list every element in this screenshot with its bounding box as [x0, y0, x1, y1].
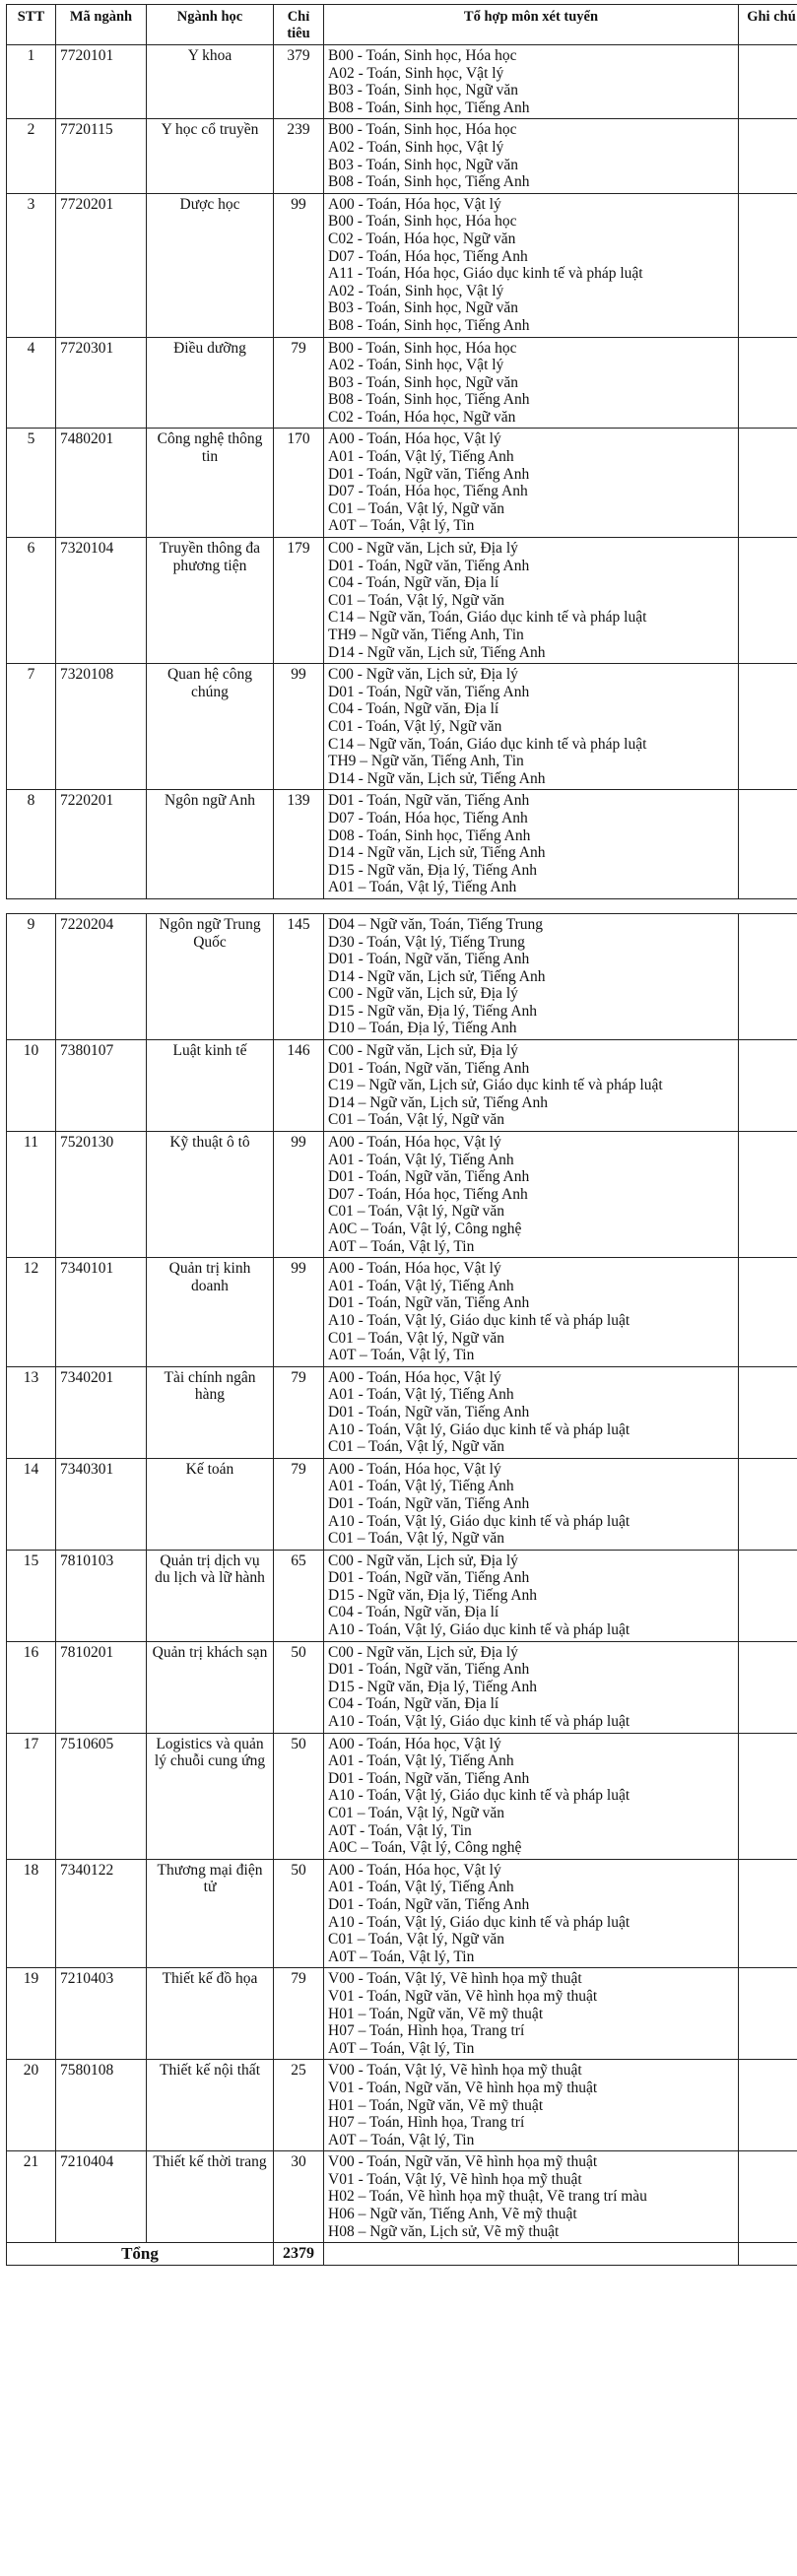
combo-item: B03 - Toán, Sinh học, Ngữ văn [328, 156, 519, 173]
combo-item: D01 - Toán, Ngữ văn, Tiếng Anh [328, 951, 530, 968]
row-note [739, 45, 797, 119]
combo-item: C01 – Toán, Vật lý, Ngữ văn [328, 1111, 504, 1129]
row-quota: 145 [274, 913, 324, 1039]
combo-item: A00 - Toán, Hóa học, Vật lý [328, 1368, 501, 1386]
combo-item: D08 - Toán, Sinh học, Tiếng Anh [328, 826, 531, 844]
row-code: 7810103 [56, 1550, 147, 1641]
row-name: Điều dưỡng [147, 337, 274, 429]
row-note [739, 1859, 797, 1968]
combo-item: A02 - Toán, Sinh học, Vật lý [328, 282, 504, 299]
combo-item: D04 – Ngữ văn, Toán, Tiếng Trung [328, 915, 544, 933]
row-code: 7720201 [56, 193, 147, 337]
row-note [739, 429, 797, 538]
header-name: Ngành học [147, 5, 274, 45]
row-name: Logistics và quản lý chuỗi cung ứng [147, 1733, 274, 1859]
combo-item: D15 - Ngữ văn, Địa lý, Tiếng Anh [328, 861, 538, 879]
row-name: Kỹ thuật ô tô [147, 1132, 274, 1258]
row-stt: 19 [7, 1968, 56, 2060]
admission-table [6, 4, 797, 2266]
row-combos [324, 1859, 739, 1968]
row-name: Thiết kế thời trang [147, 2151, 274, 2243]
combo-item: H01 – Toán, Ngữ văn, Vẽ mỹ thuật [328, 2005, 544, 2022]
row-combos [324, 913, 739, 1039]
row-quota: 65 [274, 1550, 324, 1641]
row-name: Thương mại điện tử [147, 1859, 274, 1968]
row-code: 7210404 [56, 2151, 147, 2243]
combo-item: B00 - Toán, Sinh học, Hóa học [328, 213, 517, 231]
row-stt: 13 [7, 1366, 56, 1458]
combo-item: A0T – Toán, Vật lý, Tin [328, 1237, 475, 1255]
row-name: Tài chính ngân hàng [147, 1366, 274, 1458]
combo-item: A0C – Toán, Vật lý, Công nghệ [328, 1839, 522, 1857]
combo-item: H02 – Toán, Vẽ hình họa mỹ thuật, Vẽ trang trí màu [328, 2188, 647, 2206]
combo-item: V00 - Toán, Vật lý, Vẽ hình họa mỹ thuật [328, 2062, 582, 2080]
row-stt: 15 [7, 1550, 56, 1641]
header-combo: Tổ hợp môn xét tuyển [324, 5, 739, 45]
row-note [739, 119, 797, 193]
row-quota: 79 [274, 1458, 324, 1550]
combo-item: A01 - Toán, Vật lý, Tiếng Anh [328, 1386, 514, 1404]
row-code: 7720301 [56, 337, 147, 429]
combo-item: A10 - Toán, Vật lý, Giáo dục kinh tế và pháp luật [328, 1311, 631, 1329]
row-stt: 10 [7, 1040, 56, 1132]
row-combos [324, 538, 739, 664]
combo-item: C01 – Toán, Vật lý, Ngữ văn [328, 1203, 504, 1221]
combo-item: H01 – Toán, Ngữ văn, Vẽ mỹ thuật [328, 2096, 544, 2114]
row-name: Dược học [147, 193, 274, 337]
row-code: 7340101 [56, 1258, 147, 1367]
total-row [7, 2243, 797, 2266]
combo-item: C01 – Toán, Vật lý, Ngữ văn [328, 1805, 504, 1821]
row-name: Ngôn ngữ Trung Quốc [147, 913, 274, 1039]
row-combos [324, 1040, 739, 1132]
row-combos [324, 193, 739, 337]
row-name: Thiết kế đồ họa [147, 1968, 274, 2060]
combo-item: D01 - Toán, Ngữ văn, Tiếng Anh [328, 792, 530, 810]
table-row [7, 2151, 797, 2243]
header-note: Ghi chú [739, 5, 797, 45]
combo-item: D01 - Toán, Ngữ văn, Tiếng Anh [328, 683, 530, 700]
row-code: 7340301 [56, 1458, 147, 1550]
combo-item: D01 - Toán, Ngữ văn, Tiếng Anh [328, 1494, 530, 1512]
combo-item: D01 - Toán, Ngữ văn, Tiếng Anh [328, 1168, 530, 1186]
table-row [7, 1733, 797, 1859]
combo-item: D14 – Ngữ văn, Lịch sử, Tiếng Anh [328, 1093, 549, 1111]
table-row [7, 1040, 797, 1132]
combo-item: C02 - Toán, Hóa học, Ngữ văn [328, 230, 516, 247]
combo-item: C04 - Toán, Ngữ văn, Địa lí [328, 700, 499, 718]
combo-item: C00 - Ngữ văn, Lịch sử, Địa lý [328, 540, 518, 558]
combo-item: C01 – Toán, Vật lý, Ngữ văn [328, 499, 504, 517]
combo-item: C04 - Toán, Ngữ văn, Địa lí [328, 1604, 499, 1621]
row-note [739, 1733, 797, 1859]
row-note [739, 337, 797, 429]
combo-item: D07 - Toán, Hóa học, Tiếng Anh [328, 247, 528, 265]
table-row [7, 337, 797, 429]
row-combos [324, 1258, 739, 1367]
row-code: 7720101 [56, 45, 147, 119]
row-note [739, 2151, 797, 2243]
combo-item: C01 - Toán, Vật lý, Ngữ văn [328, 717, 502, 735]
combo-item: D01 - Toán, Ngữ văn, Tiếng Anh [328, 557, 530, 574]
combo-item: H08 – Ngữ văn, Lịch sử, Vẽ mỹ thuật [328, 2222, 560, 2240]
row-quota: 146 [274, 1040, 324, 1132]
table-row [7, 119, 797, 193]
row-combos [324, 790, 739, 899]
row-code: 7480201 [56, 429, 147, 538]
table-row [7, 1366, 797, 1458]
row-combos [324, 2151, 739, 2243]
combo-item: A01 - Toán, Vật lý, Tiếng Anh [328, 1752, 514, 1770]
combo-item: B00 - Toán, Sinh học, Hóa học [328, 121, 517, 139]
combo-item: A11 - Toán, Hóa học, Giáo dục kinh tế và pháp luật [328, 265, 643, 283]
combo-item: V00 - Toán, Ngữ văn, Vẽ hình họa mỹ thuật [328, 2153, 598, 2171]
row-quota: 170 [274, 429, 324, 538]
total-combo-empty [324, 2243, 739, 2266]
table-row [7, 429, 797, 538]
row-name: Ngôn ngữ Anh [147, 790, 274, 899]
combo-item: A01 - Toán, Vật lý, Tiếng Anh [328, 448, 514, 466]
combo-item: C02 - Toán, Hóa học, Ngữ văn [328, 408, 516, 426]
row-stt: 6 [7, 538, 56, 664]
combo-item: D07 - Toán, Hóa học, Tiếng Anh [328, 809, 528, 826]
combo-item: D01 - Toán, Ngữ văn, Tiếng Anh [328, 1769, 530, 1787]
row-quota: 99 [274, 1132, 324, 1258]
row-name: Luật kinh tế [147, 1040, 274, 1132]
combo-item: A00 - Toán, Hóa học, Vật lý [328, 1460, 501, 1478]
row-quota: 25 [274, 2060, 324, 2151]
combo-item: D01 - Toán, Ngữ văn, Tiếng Anh [328, 1059, 530, 1077]
row-quota: 50 [274, 1733, 324, 1859]
row-combos [324, 45, 739, 119]
row-code: 7380107 [56, 1040, 147, 1132]
combo-item: V00 - Toán, Vật lý, Vẽ hình họa mỹ thuật [328, 1970, 582, 1988]
combo-item: D01 - Toán, Ngữ văn, Tiếng Anh [328, 465, 530, 483]
row-quota: 99 [274, 193, 324, 337]
row-stt: 2 [7, 119, 56, 193]
table-row [7, 1550, 797, 1641]
header-code: Mã ngành [56, 5, 147, 45]
row-quota: 50 [274, 1641, 324, 1733]
combo-item: C00 - Ngữ văn, Lịch sử, Địa lý [328, 1042, 518, 1060]
combo-item: V01 - Toán, Ngữ văn, Vẽ hình họa mỹ thuật [328, 1987, 598, 2005]
combo-item: B03 - Toán, Sinh học, Ngữ văn [328, 299, 519, 317]
table-row [7, 538, 797, 664]
row-combos [324, 1458, 739, 1550]
combo-item: A01 - Toán, Vật lý, Tiếng Anh [328, 1478, 514, 1495]
row-stt: 5 [7, 429, 56, 538]
combo-item: A10 - Toán, Vật lý, Giáo dục kinh tế và pháp luật [328, 1621, 631, 1639]
combo-item: C01 – Toán, Vật lý, Ngữ văn [328, 1329, 504, 1347]
row-stt: 9 [7, 913, 56, 1039]
combo-item: D15 - Ngữ văn, Địa lý, Tiếng Anh [328, 1678, 538, 1695]
combo-item: A0T – Toán, Vật lý, Tin [328, 1347, 475, 1364]
header-stt: STT [7, 5, 56, 45]
combo-item: C00 - Ngữ văn, Lịch sử, Địa lý [328, 985, 518, 1003]
row-stt: 20 [7, 2060, 56, 2151]
row-combos [324, 119, 739, 193]
row-combos [324, 429, 739, 538]
row-combos [324, 1733, 739, 1859]
combo-item: D15 - Ngữ văn, Địa lý, Tiếng Anh [328, 1586, 538, 1604]
combo-item: A10 - Toán, Vật lý, Giáo dục kinh tế và pháp luật [328, 1512, 631, 1530]
row-combos [324, 1366, 739, 1458]
combo-item: A01 – Toán, Vật lý, Tiếng Anh [328, 879, 517, 896]
combo-item: D14 - Ngữ văn, Lịch sử, Tiếng Anh [328, 643, 546, 661]
combo-item: H07 – Toán, Hình họa, Trang trí [328, 2114, 525, 2132]
table-row [7, 193, 797, 337]
combo-item: C00 - Ngữ văn, Lịch sử, Địa lý [328, 666, 518, 684]
combo-item: A00 - Toán, Hóa học, Vật lý [328, 1134, 501, 1152]
row-code: 7220201 [56, 790, 147, 899]
combo-item: A10 - Toán, Vật lý, Giáo dục kinh tế và pháp luật [328, 1913, 631, 1931]
table-row [7, 45, 797, 119]
combo-item: H06 – Ngữ văn, Tiếng Anh, Vẽ mỹ thuật [328, 2206, 577, 2223]
total-label: Tổng [7, 2243, 274, 2266]
combo-item: C14 – Ngữ văn, Toán, Giáo dục kinh tế và pháp luật [328, 735, 647, 753]
row-note [739, 913, 797, 1039]
row-note [739, 1258, 797, 1367]
page-break-cell [7, 898, 797, 913]
combo-item: A00 - Toán, Hóa học, Vật lý [328, 430, 501, 448]
table-row [7, 1641, 797, 1733]
page-break-gap [7, 898, 797, 913]
combo-item: A0C – Toán, Vật lý, Công nghệ [328, 1221, 522, 1237]
row-stt: 4 [7, 337, 56, 429]
row-combos [324, 664, 739, 790]
combo-item: D14 - Ngữ văn, Lịch sử, Tiếng Anh [328, 769, 546, 787]
combo-item: C04 - Toán, Ngữ văn, Địa lí [328, 574, 499, 592]
row-quota: 99 [274, 664, 324, 790]
table-row [7, 1132, 797, 1258]
combo-item: A02 - Toán, Sinh học, Vật lý [328, 64, 504, 82]
combo-item: C00 - Ngữ văn, Lịch sử, Địa lý [328, 1552, 518, 1569]
row-code: 7320104 [56, 538, 147, 664]
header-row [7, 5, 797, 45]
row-quota: 79 [274, 337, 324, 429]
row-quota: 179 [274, 538, 324, 664]
row-stt: 3 [7, 193, 56, 337]
row-quota: 30 [274, 2151, 324, 2243]
row-code: 7210403 [56, 1968, 147, 2060]
combo-item: A10 - Toán, Vật lý, Giáo dục kinh tế và pháp luật [328, 1787, 631, 1805]
combo-item: A10 - Toán, Vật lý, Giáo dục kinh tế và pháp luật [328, 1420, 631, 1438]
combo-item: A10 - Toán, Vật lý, Giáo dục kinh tế và pháp luật [328, 1713, 631, 1731]
row-stt: 16 [7, 1641, 56, 1733]
combo-item: B08 - Toán, Sinh học, Tiếng Anh [328, 99, 530, 116]
table-row [7, 790, 797, 899]
header-quota: Chỉ tiêu [274, 5, 324, 45]
row-stt: 1 [7, 45, 56, 119]
row-combos [324, 337, 739, 429]
row-quota: 379 [274, 45, 324, 119]
row-name: Y khoa [147, 45, 274, 119]
combo-item: B08 - Toán, Sinh học, Tiếng Anh [328, 391, 530, 409]
row-quota: 99 [274, 1258, 324, 1367]
row-quota: 79 [274, 1366, 324, 1458]
combo-item: A01 - Toán, Vật lý, Tiếng Anh [328, 1151, 514, 1168]
combo-item: D14 - Ngữ văn, Lịch sử, Tiếng Anh [328, 967, 546, 985]
combo-item: C01 – Toán, Vật lý, Ngữ văn [328, 591, 504, 609]
row-combos [324, 1132, 739, 1258]
combo-item: C00 - Ngữ văn, Lịch sử, Địa lý [328, 1643, 518, 1661]
combo-item: B00 - Toán, Sinh học, Hóa học [328, 339, 517, 357]
row-combos [324, 1641, 739, 1733]
combo-item: A0T – Toán, Vật lý, Tin [328, 2039, 475, 2057]
combo-item: A01 - Toán, Vật lý, Tiếng Anh [328, 1879, 514, 1896]
row-name: Truyền thông đa phương tiện [147, 538, 274, 664]
table-row [7, 664, 797, 790]
row-stt: 18 [7, 1859, 56, 1968]
row-combos [324, 2060, 739, 2151]
combo-item: H07 – Toán, Hình họa, Trang trí [328, 2022, 525, 2040]
row-combos [324, 1550, 739, 1641]
row-combos [324, 1968, 739, 2060]
row-note [739, 1968, 797, 2060]
row-stt: 14 [7, 1458, 56, 1550]
row-note [739, 1550, 797, 1641]
combo-item: D07 - Toán, Hóa học, Tiếng Anh [328, 483, 528, 500]
combo-item: A0T – Toán, Vật lý, Tin [328, 1948, 475, 1965]
combo-item: D15 - Ngữ văn, Địa lý, Tiếng Anh [328, 1002, 538, 1020]
row-stt: 21 [7, 2151, 56, 2243]
combo-item: TH9 – Ngữ văn, Tiếng Anh, Tin [328, 753, 524, 770]
combo-item: C01 – Toán, Vật lý, Ngữ văn [328, 1438, 504, 1456]
combo-item: C19 – Ngữ văn, Lịch sử, Giáo dục kinh tế và pháp luật [328, 1077, 663, 1094]
combo-item: B08 - Toán, Sinh học, Tiếng Anh [328, 173, 530, 191]
row-code: 7340201 [56, 1366, 147, 1458]
row-quota: 79 [274, 1968, 324, 2060]
row-code: 7340122 [56, 1859, 147, 1968]
combo-item: B03 - Toán, Sinh học, Ngữ văn [328, 373, 519, 391]
combo-item: V01 - Toán, Ngữ văn, Vẽ hình họa mỹ thuật [328, 2079, 598, 2096]
table-body [7, 45, 797, 2266]
combo-item: D10 – Toán, Địa lý, Tiếng Anh [328, 1020, 517, 1037]
combo-item: A0T - Toán, Vật lý, Tin [328, 1821, 472, 1839]
row-note [739, 1132, 797, 1258]
combo-item: D30 - Toán, Vật lý, Tiếng Trung [328, 933, 525, 951]
row-note [739, 1458, 797, 1550]
row-name: Quan hệ công chúng [147, 664, 274, 790]
row-name: Quản trị dịch vụ du lịch và lữ hành [147, 1550, 274, 1641]
combo-item: A00 - Toán, Hóa học, Vật lý [328, 1260, 501, 1278]
table-row [7, 1458, 797, 1550]
row-note [739, 193, 797, 337]
combo-item: C01 – Toán, Vật lý, Ngữ văn [328, 1530, 504, 1548]
row-name: Công nghệ thông tin [147, 429, 274, 538]
table-row [7, 1968, 797, 2060]
combo-item: C14 – Ngữ văn, Toán, Giáo dục kinh tế và pháp luật [328, 609, 647, 627]
row-name: Kế toán [147, 1458, 274, 1550]
table-row [7, 1258, 797, 1367]
combo-item: C01 – Toán, Vật lý, Ngữ văn [328, 1931, 504, 1949]
table-row [7, 913, 797, 1039]
row-code: 7810201 [56, 1641, 147, 1733]
combo-item: A02 - Toán, Sinh học, Vật lý [328, 138, 504, 156]
combo-item: A00 - Toán, Hóa học, Vật lý [328, 195, 501, 213]
combo-item: TH9 – Ngữ văn, Tiếng Anh, Tin [328, 627, 524, 643]
row-note [739, 1040, 797, 1132]
table-row [7, 1859, 797, 1968]
row-note [739, 790, 797, 899]
row-stt: 7 [7, 664, 56, 790]
row-name: Thiết kế nội thất [147, 2060, 274, 2151]
combo-item: D01 - Toán, Ngữ văn, Tiếng Anh [328, 1895, 530, 1913]
row-note [739, 538, 797, 664]
combo-item: D01 - Toán, Ngữ văn, Tiếng Anh [328, 1661, 530, 1679]
row-quota: 50 [274, 1859, 324, 1968]
row-quota: 139 [274, 790, 324, 899]
combo-item: D14 - Ngữ văn, Lịch sử, Tiếng Anh [328, 844, 546, 862]
combo-item: D01 - Toán, Ngữ văn, Tiếng Anh [328, 1294, 530, 1312]
combo-item: B00 - Toán, Sinh học, Hóa học [328, 47, 517, 64]
combo-item: A00 - Toán, Hóa học, Vật lý [328, 1861, 501, 1879]
row-stt: 11 [7, 1132, 56, 1258]
combo-item: D01 - Toán, Ngữ văn, Tiếng Anh [328, 1569, 530, 1587]
row-code: 7510605 [56, 1733, 147, 1859]
combo-item: D01 - Toán, Ngữ văn, Tiếng Anh [328, 1403, 530, 1420]
row-stt: 12 [7, 1258, 56, 1367]
row-stt: 17 [7, 1733, 56, 1859]
combo-item: B03 - Toán, Sinh học, Ngữ văn [328, 82, 519, 99]
row-code: 7580108 [56, 2060, 147, 2151]
row-stt: 8 [7, 790, 56, 899]
combo-item: B08 - Toán, Sinh học, Tiếng Anh [328, 316, 530, 334]
total-value: 2379 [274, 2243, 324, 2266]
combo-item: A02 - Toán, Sinh học, Vật lý [328, 357, 504, 374]
combo-item: C04 - Toán, Ngữ văn, Địa lí [328, 1695, 499, 1713]
total-note-empty [739, 2243, 797, 2266]
row-note [739, 1641, 797, 1733]
combo-item: A01 - Toán, Vật lý, Tiếng Anh [328, 1277, 514, 1294]
row-note [739, 1366, 797, 1458]
row-note [739, 664, 797, 790]
row-code: 7520130 [56, 1132, 147, 1258]
table-row [7, 2060, 797, 2151]
combo-item: D07 - Toán, Hóa học, Tiếng Anh [328, 1185, 528, 1203]
row-name: Quản trị kinh doanh [147, 1258, 274, 1367]
row-quota: 239 [274, 119, 324, 193]
row-code: 7220204 [56, 913, 147, 1039]
combo-item: A0T – Toán, Vật lý, Tin [328, 2131, 475, 2148]
row-name: Quản trị khách sạn [147, 1641, 274, 1733]
row-name: Y học cổ truyền [147, 119, 274, 193]
row-code: 7720115 [56, 119, 147, 193]
combo-item: A00 - Toán, Hóa học, Vật lý [328, 1735, 501, 1752]
combo-item: V01 - Toán, Vật lý, Vẽ hình họa mỹ thuật [328, 2170, 582, 2188]
combo-item: A0T – Toán, Vật lý, Tin [328, 517, 475, 535]
row-note [739, 2060, 797, 2151]
row-code: 7320108 [56, 664, 147, 790]
